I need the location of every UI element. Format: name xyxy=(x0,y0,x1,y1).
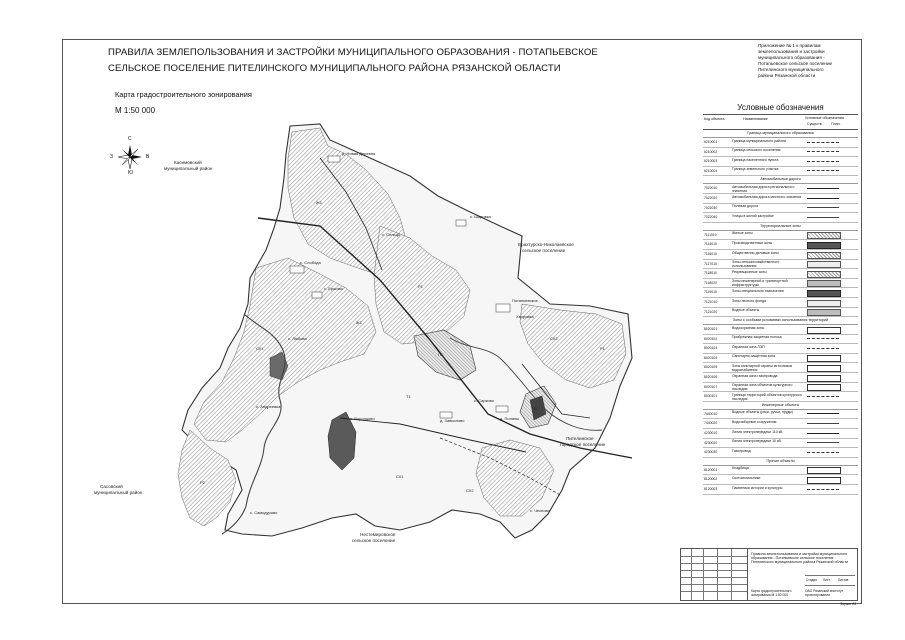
legend-symbol-icon xyxy=(807,280,841,287)
legend-symbol-icon xyxy=(807,198,839,199)
legend-symbol-icon xyxy=(807,433,839,434)
legend-row xyxy=(703,184,858,194)
village-selco: с. Сельцо xyxy=(382,232,401,237)
legend-row xyxy=(703,439,858,449)
legend-code: 7022030 xyxy=(704,205,718,210)
legend-row xyxy=(703,308,858,318)
legend-description: Улицы в жилой застройке xyxy=(732,213,774,218)
legend-symbol-icon xyxy=(807,170,839,171)
settlement-3 xyxy=(456,220,466,226)
legend-symbol-icon xyxy=(807,365,841,372)
legend-symbol-icon xyxy=(807,467,841,474)
village-polyany: д. Поляны xyxy=(500,416,520,421)
neighbor-sasovo-1: Сасовский xyxy=(100,484,123,489)
legend-symbol-icon xyxy=(807,477,841,484)
legend-code: 6210002 xyxy=(704,149,718,154)
legend-code: 7116010 xyxy=(704,251,717,256)
map-subtitle: Карта градостроительного зонирования xyxy=(115,90,252,99)
zone-label-5: СХ2 xyxy=(550,336,558,341)
legend-description: Охранная зона газопровода xyxy=(732,373,778,378)
legend-description: Охранная зона объектов культурного наследия xyxy=(732,383,793,392)
legend-row xyxy=(703,363,858,373)
zone-label-11: СХ2 xyxy=(466,488,474,493)
legend-code: 6210004 xyxy=(704,168,718,173)
legend-row xyxy=(703,279,858,289)
legend-symbol-icon xyxy=(807,327,841,334)
legend-symbol-icon xyxy=(807,338,839,339)
village-samodurovo: с. Самодурово xyxy=(250,510,278,515)
legend-header-row xyxy=(703,114,858,130)
sheets-header: Листов xyxy=(838,577,849,582)
legend-row xyxy=(703,204,858,214)
compass-north: С xyxy=(128,136,132,142)
legend-description: Водные объекты (реки, ручьи, пруды) xyxy=(732,410,794,415)
legend-code: 8120002 xyxy=(704,477,718,482)
legend-row xyxy=(703,392,858,402)
legend-section-header: Инженерные объекты xyxy=(703,402,858,410)
legend-row xyxy=(703,419,858,429)
legend-description: Жилые зоны xyxy=(732,231,753,236)
legend-code: 8020101 xyxy=(704,327,718,332)
title-block xyxy=(680,548,858,601)
settlement-1 xyxy=(328,156,340,162)
legend-row xyxy=(703,240,858,250)
legend-description: Граница земельного участка xyxy=(732,167,779,172)
legend-description: Кладбища xyxy=(732,466,749,471)
title-block-org: ОАО Рязанский институт проектирования xyxy=(805,589,844,597)
legend-row xyxy=(703,148,858,158)
legend-symbol-icon xyxy=(807,290,841,297)
legend-symbol-icon xyxy=(807,375,841,382)
neighbor-nestem-1: Нестемировское xyxy=(360,532,396,537)
legend-symbol-icon xyxy=(807,452,839,453)
neighbor-erakhtur-1: Ерахтурско-Николаевское xyxy=(518,242,574,247)
legend-section-header: Территориальные зоны xyxy=(703,223,858,231)
legend-symbol-icon xyxy=(807,300,841,307)
legend-symbol-icon xyxy=(807,355,841,362)
note-line-3: муниципального образования - xyxy=(758,55,825,60)
legend-code: 8020104 xyxy=(704,355,718,360)
note-line-1: Приложение № 1 к правилам xyxy=(758,43,821,48)
legend-section-header: Автомобильные дороги xyxy=(703,176,858,184)
title-block-map-name: Карта градостроительного зонирования М 1:50 000 xyxy=(751,589,792,597)
zoning-map xyxy=(94,118,635,546)
legend-row xyxy=(703,269,858,279)
legend-row xyxy=(703,298,858,308)
zone-label-10: Ж1 xyxy=(356,320,362,325)
legend-section-header: Зоны с особыми условиями использования территорий xyxy=(703,317,858,325)
neighbor-pitelino-2: городское поселение xyxy=(560,442,606,447)
legend-description: Полевая дорога xyxy=(732,204,759,209)
compass-south: Ю xyxy=(128,170,134,176)
zone-label-8: СХ1 xyxy=(396,474,404,479)
legend-row xyxy=(703,410,858,420)
legend-code: 7121010 xyxy=(704,299,718,304)
legend-code: 8020103 xyxy=(704,346,718,351)
legend-symbol-icon xyxy=(807,142,839,143)
legend-row xyxy=(703,485,858,495)
legend-symbol-icon xyxy=(807,242,841,249)
legend-row xyxy=(703,288,858,298)
title-block-grid xyxy=(681,549,748,600)
legend-code: 7118020 xyxy=(704,280,717,285)
legend-title: Условные обозначения xyxy=(737,103,824,112)
legend-code: 4230020 xyxy=(704,440,718,445)
zone-label-1: Ж1 xyxy=(316,200,322,205)
legend-symbol-icon xyxy=(807,271,841,278)
village-sloboda: с. Слобода xyxy=(300,260,321,265)
legend-row xyxy=(703,344,858,354)
village-sharovka: с. Шаровка xyxy=(470,214,491,219)
legend-description: Производственные зоны xyxy=(732,240,773,245)
legend-section-header: Прочие объекты xyxy=(703,458,858,466)
legend-code: 7121020 xyxy=(704,309,718,314)
legend-code: 7440020 xyxy=(704,421,718,426)
legend-symbol-icon xyxy=(807,188,839,189)
zone-label-6: Т1 xyxy=(406,394,411,399)
legend-row xyxy=(703,354,858,364)
legend-col-code: Код объекта xyxy=(704,117,725,121)
legend-body xyxy=(703,130,858,495)
village-voroncovo: с. Воронцово xyxy=(350,416,375,421)
legend-code: 7022020 xyxy=(704,195,718,200)
title-block-stage-row xyxy=(805,575,855,586)
note-line-2: землепользования и застройки xyxy=(758,49,825,54)
legend-code: 8120003 xyxy=(704,487,718,491)
neighbor-pitelino-1: Пителинское xyxy=(566,436,594,441)
legend-code: 6210003 xyxy=(704,159,718,164)
sheet-format: Формат А3 xyxy=(840,602,857,606)
legend-symbol-icon xyxy=(807,423,839,424)
legend-description: Зоны сельскохозяйственного использования xyxy=(732,260,780,269)
legend-symbol-icon xyxy=(807,151,839,152)
legend-row xyxy=(703,448,858,458)
legend-symbol-icon xyxy=(807,252,841,259)
village-yershovo: с. Ершово xyxy=(324,286,343,291)
legend-col-sym1: Существ. xyxy=(807,122,823,126)
village-novaya-derevnya: д. Новая Деревня xyxy=(342,151,376,156)
legend-symbol-icon xyxy=(807,442,839,443)
legend-code: 4230030 xyxy=(704,450,718,455)
legend-row xyxy=(703,335,858,345)
neighbor-kasimov-2: муниципальный район xyxy=(164,166,213,171)
village-potapyevo-2: Хворовка xyxy=(516,314,534,319)
legend-code: 7440010 xyxy=(704,411,718,416)
sheet-header: Лист xyxy=(823,577,830,582)
legend-description: Санитарно-защитная зона xyxy=(732,354,776,359)
legend-row xyxy=(703,157,858,167)
legend-description: Памятники истории и культуры xyxy=(732,485,783,490)
legend-row xyxy=(703,194,858,204)
zone-label-9: Р2 xyxy=(200,480,205,485)
legend-row xyxy=(703,231,858,241)
legend-code: 8020107 xyxy=(704,384,718,389)
title-line-2: СЕЛЬСКОЕ ПОСЕЛЕНИЕ ПИТЕЛИНСКОГО МУНИЦИПАЛЬНОГО РАЙОНА РЯЗАНСКОЙ ОБЛАСТИ xyxy=(108,63,561,74)
legend-row xyxy=(703,260,858,270)
legend-code: 8030101 xyxy=(704,394,718,399)
legend-description: Зоны лесного фонда xyxy=(732,298,766,303)
legend-code: 7111010 xyxy=(704,232,717,237)
compass-west: З xyxy=(110,154,114,160)
legend-description: Линия электропередачи 110 кВ xyxy=(732,429,783,434)
settlement-4 xyxy=(312,292,322,298)
legend-row xyxy=(703,250,858,260)
settlement-2 xyxy=(290,266,304,273)
legend-code: 7119010 xyxy=(704,290,717,295)
neighbor-erakhtur-2: сельское поселение xyxy=(522,248,566,253)
legend-symbol-icon xyxy=(807,396,839,397)
village-lyubova: с. Любова xyxy=(288,336,307,341)
legend-description: Границы территорий объектов культурного наследия xyxy=(732,392,802,401)
appendix-note xyxy=(758,43,858,79)
legend-symbol-icon xyxy=(807,489,839,490)
legend-symbol-icon xyxy=(807,348,839,349)
legend-description: Автомобильная дорога регионального значения xyxy=(732,184,795,193)
legend-row xyxy=(703,167,858,177)
legend-code: 8120001 xyxy=(704,467,718,472)
legend-code: 6210001 xyxy=(704,140,718,144)
legend-row xyxy=(703,466,858,476)
legend-row xyxy=(703,383,858,393)
zone-label-2: СХ1 xyxy=(256,346,264,351)
settlement-5 xyxy=(496,304,510,312)
legend-col-desc: Наименование xyxy=(743,117,768,121)
legend-row xyxy=(703,475,858,485)
legend-description: Охранная зона ЛЭП xyxy=(732,344,765,349)
note-line-4: Потапьевское сельское поселение xyxy=(758,61,833,66)
legend-col-sym2: План. xyxy=(831,122,841,126)
zone-label-7: И1 xyxy=(532,406,538,411)
stage-header: Стадия xyxy=(806,577,817,582)
legend-row xyxy=(703,325,858,335)
legend-description: Зоны инженерной и транспортной инфраструктуры xyxy=(732,279,788,288)
legend-symbol-icon xyxy=(807,413,839,414)
legend-description: Рекреационные зоны xyxy=(732,269,767,274)
legend-panel xyxy=(703,103,858,533)
zone-label-3: Р1 xyxy=(418,284,423,289)
legend-code: 7118010 xyxy=(704,271,717,276)
title-line-1: ПРАВИЛА ЗЕМЛЕПОЛЬЗОВАНИЯ И ЗАСТРОЙКИ МУНИЦИПАЛЬНОГО ОБРАЗОВАНИЯ - ПОТАПЬЕВСКОЕ xyxy=(108,47,598,58)
legend-symbol-icon xyxy=(807,161,839,162)
settlement-6 xyxy=(496,406,508,412)
legend-symbol-icon xyxy=(807,384,841,391)
neighbor-sasovo-2: муниципальный район xyxy=(94,490,143,495)
neighbor-nestem-2: сельское поселение xyxy=(352,538,396,543)
legend-symbol-icon xyxy=(807,261,841,268)
legend-code: 7022010 xyxy=(704,186,718,191)
legend-description: Граница муниципального района xyxy=(732,138,786,143)
map-scale: М 1:50 000 xyxy=(115,106,156,115)
village-zavyalovo: д. Завьялово xyxy=(440,418,465,423)
legend-symbol-icon xyxy=(807,232,841,239)
legend-description: Автомобильная дорога местного значения xyxy=(732,194,802,199)
legend-code: 8020106 xyxy=(704,375,718,380)
legend-symbol-icon xyxy=(807,217,839,218)
legend-section-header: Граница муниципального образования xyxy=(703,130,858,138)
legend-row xyxy=(703,429,858,439)
legend-description: Общественно-деловые зоны xyxy=(732,250,779,255)
title-block-main: Правила землепользования и застройки муниципального образования - Потапьевское сельское поселение Пителинского муниципального района Рязанской области xyxy=(751,552,848,565)
legend-description: Зона санитарной охраны источников водоснабжения xyxy=(732,364,792,372)
document-title xyxy=(108,45,598,77)
legend-description: Водозаборные сооружения xyxy=(732,420,777,425)
legend-description: Газопровод xyxy=(732,448,751,453)
legend-symbol-icon xyxy=(807,309,841,316)
legend-description: Водные объекты xyxy=(732,308,760,313)
legend-row xyxy=(703,138,858,148)
legend-description: Линия электропередачи 10 кВ xyxy=(732,439,781,444)
legend-col-sym: Условные обозначения xyxy=(805,115,844,120)
legend-description: Водоохранная зона xyxy=(732,325,764,330)
legend-description: Прибрежная защитная полоса xyxy=(732,335,782,340)
legend-symbol-icon xyxy=(807,207,839,208)
compass-icon xyxy=(110,136,150,176)
legend-code: 8020102 xyxy=(704,336,718,341)
legend-code: 4230010 xyxy=(704,431,718,436)
zone-label-4: П1 xyxy=(438,352,444,357)
legend-row xyxy=(703,213,858,223)
note-line-5: Пителинского муниципального xyxy=(758,67,824,72)
village-potapyevo-1: Потапьевское xyxy=(512,298,538,303)
legend-description: Граница населенного пункта xyxy=(732,157,779,162)
neighbor-kasimov-1: Касимовский xyxy=(174,160,202,165)
legend-code: 7117010 xyxy=(704,261,717,266)
legend-code: 8020105 xyxy=(704,365,718,370)
compass-east: В xyxy=(146,154,150,160)
zone-label-12: Р1 xyxy=(600,346,605,351)
legend-row xyxy=(703,373,858,383)
legend-code: 7114010 xyxy=(704,242,717,247)
compass-rose-graphic xyxy=(116,143,144,171)
legend-description: Граница сельского поселения xyxy=(732,148,781,153)
legend-code: 7022040 xyxy=(704,215,718,220)
note-line-6: района Рязанской области xyxy=(758,73,816,78)
legend-description: Скотомогильники xyxy=(732,476,761,480)
village-sarkovo: с. Сарково xyxy=(474,398,494,403)
village-chesnovo: с. Чесново xyxy=(530,508,550,513)
village-andreevka: с. Андреевка xyxy=(256,404,281,409)
legend-description: Зоны специального назначения xyxy=(732,288,784,293)
